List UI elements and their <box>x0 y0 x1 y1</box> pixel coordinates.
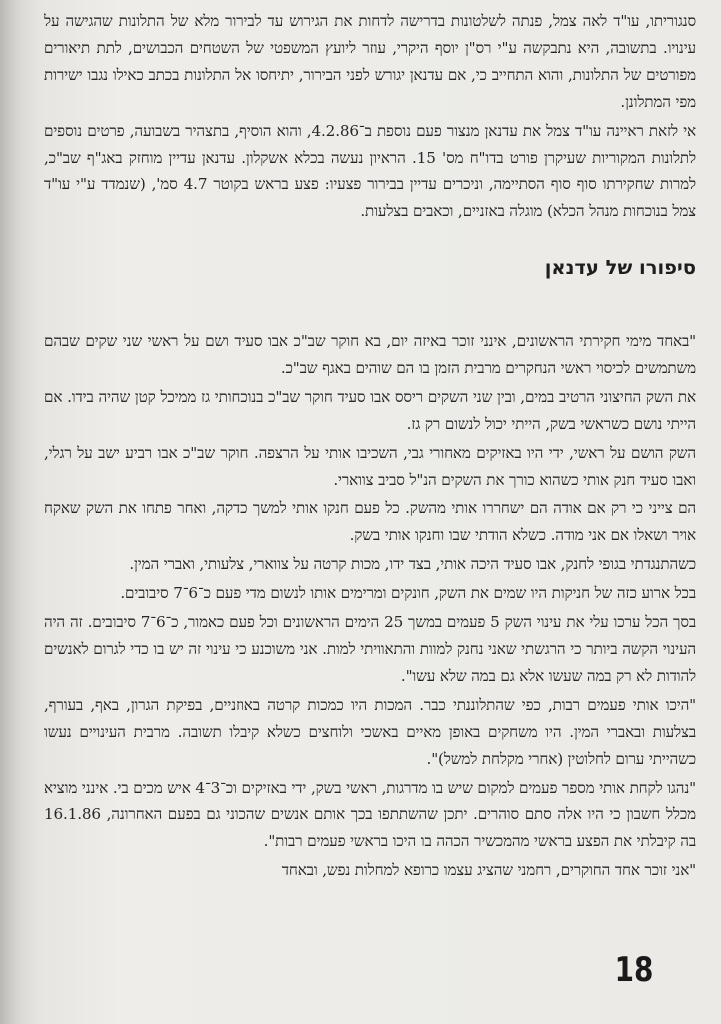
intro-paragraph: אי לזאת ראיינה עו"ד צמל את עדנאן מנצור פעם נוספת ב־4.2.86, והוא הוסיף, בתצהיר בשבועה, פרטים נוספים לתלונות המקוריות שעיקרן פורט בדו"ח מס' 15. הראיון נעשה בכלא אשקלון. עדנאן עדיין מוחזק באג"ף שב"כ, למרות שחקירתו סוף סוף הסתיימה, וניכרים עדיין בבירור פצעיו: פצע בראש בקוטר 4.7 סמ', (שנמדד ע"י עו"ד צמל בנוכחות מנהל הכלא) מוגלה באזניים, וכאבים בצלעות. <box>44 121 696 221</box>
story-paragraph: בסך הכל ערכו עלי את עינוי השק 5 פעמים במשך 25 הימים הראשונים וכל פעם כאמור, כ־6־7 סיבובים. זה היה העינוי הקשה ביותר כי הרגשתי שאני נחנק למוות והתאוויתי למות. אני משוכנע כי עינוי זה יש בו כדי לגרום לאנשים להודות לא רק במה שעשו אלא גם במה שלא עשו". <box>44 613 696 685</box>
story-paragraph: "היכו אותי פעמים רבות, כפי שהתלוננתי כבר. המכות היו כמכות קרטה באוזניים, בפיקת הגרון, באף, בעורף, בצלעות ובאברי המין. היו משחקים באופן מאיים באשכי ולוחצים כשלא קיבלו תשובה. מרבית העינויים נעשו כשהייתי ערום לחלוטין (אחרי מקלחת למשל)". <box>44 695 696 768</box>
section-heading: סיפורו של עדנאן <box>544 256 696 279</box>
story-paragraph: "באחד מימי חקירתי הראשונים, אינני זוכר באיזה יום, בא חוקר שב"כ אבו סעיד ושם על ראשי שני שקים שבהם משתמשים לכיסוי ראשי הנחקרים מרבית הזמן בו הם שוהים באגף שב"כ. <box>44 332 696 377</box>
intro-text-block <box>44 8 696 225</box>
story-paragraph: בכל ארוע כזה של חניקות היו שמים את השק, חונקים ומרימים אותו לנשום מדי פעם כ־6־7 סיבובים. <box>120 584 696 603</box>
story-paragraph: כשהתנגדתי בגופי לחנק, אבו סעיד היכה אותי, בצד ידו, מכות קרטה על צווארי, צלעותי, ואברי המין. <box>129 555 696 574</box>
story-paragraph: "נהגו לקחת אותי מספר פעמים למקום שיש בו מדרגות, ראשי בשק, ידי באזיקים וכ־3־4 איש מכים בי. אינני מוציא מכלל חשבון כי היו אלה סתם סוהרים. יתכן שהשתתפו בכך אותם אנשים שהכוני גם בפעם האחרונה, 16.1.86 בה קיבלתי את הפצע בראשי מהמכשיר הכהה בו היכו בראשי פעמים רבות". <box>44 778 696 851</box>
page-number: 18 <box>614 950 654 990</box>
story-text-block <box>44 328 696 884</box>
page-binding-shadow <box>0 0 22 1024</box>
story-paragraph: הם צייני כי רק אם אודה הם ישחררו אותי מהשק. כל פעם חנקו אותי למשך כדקה, ואחר פתחו את השק שאקח אויר ושאלו אם אני מודה. כשלא הודתי שבו וחנקו אותי בשק. <box>44 499 696 545</box>
story-paragraph: השק הושם על ראשי, ידי היו באזיקים מאחורי גבי, השכיבו אותי על הרצפה. חוקר שב"כ אבו רביע ישב על רגלי, ואבו סעיד חנק אותי כשהוא כורך את השקים הנ"ל סביב צווארי. <box>44 443 696 489</box>
story-paragraph: את השק החיצוני הרטיב במים, ובין שני השקים ריסס אבו סעיד חוקר שב"כ בנוכחותי גז ממיכל קטן שהיה בידו. אם הייתי נושם כשראשי בשק, הייתי יכול לנשום רק גז. <box>44 387 696 433</box>
intro-paragraph: סנגוריתו, עו"ד לאה צמל, פנתה לשלטונות בדרישה לדחות את הגירוש עד לבירור מלא של התלונות שהגישה על עינויו. בתשובה, היא נתבקשה ע"י רס"ן יוסף היקרי, עוזר ליועץ המשפטי של השטחים הכבושים, לתת תיאורים מפורטים של התלונות, והוא התחייב כי, אם עדנאן יגורש לפני הבירור, יתיחסו אל התלונות בכתב כאילו נגבו ישירות מפי המתלונן. <box>44 12 696 111</box>
story-paragraph: "אני זוכר אחד החוקרים, רחמני שהציג עצמו כרופא למחלות נפש, ובאחד <box>281 861 696 880</box>
